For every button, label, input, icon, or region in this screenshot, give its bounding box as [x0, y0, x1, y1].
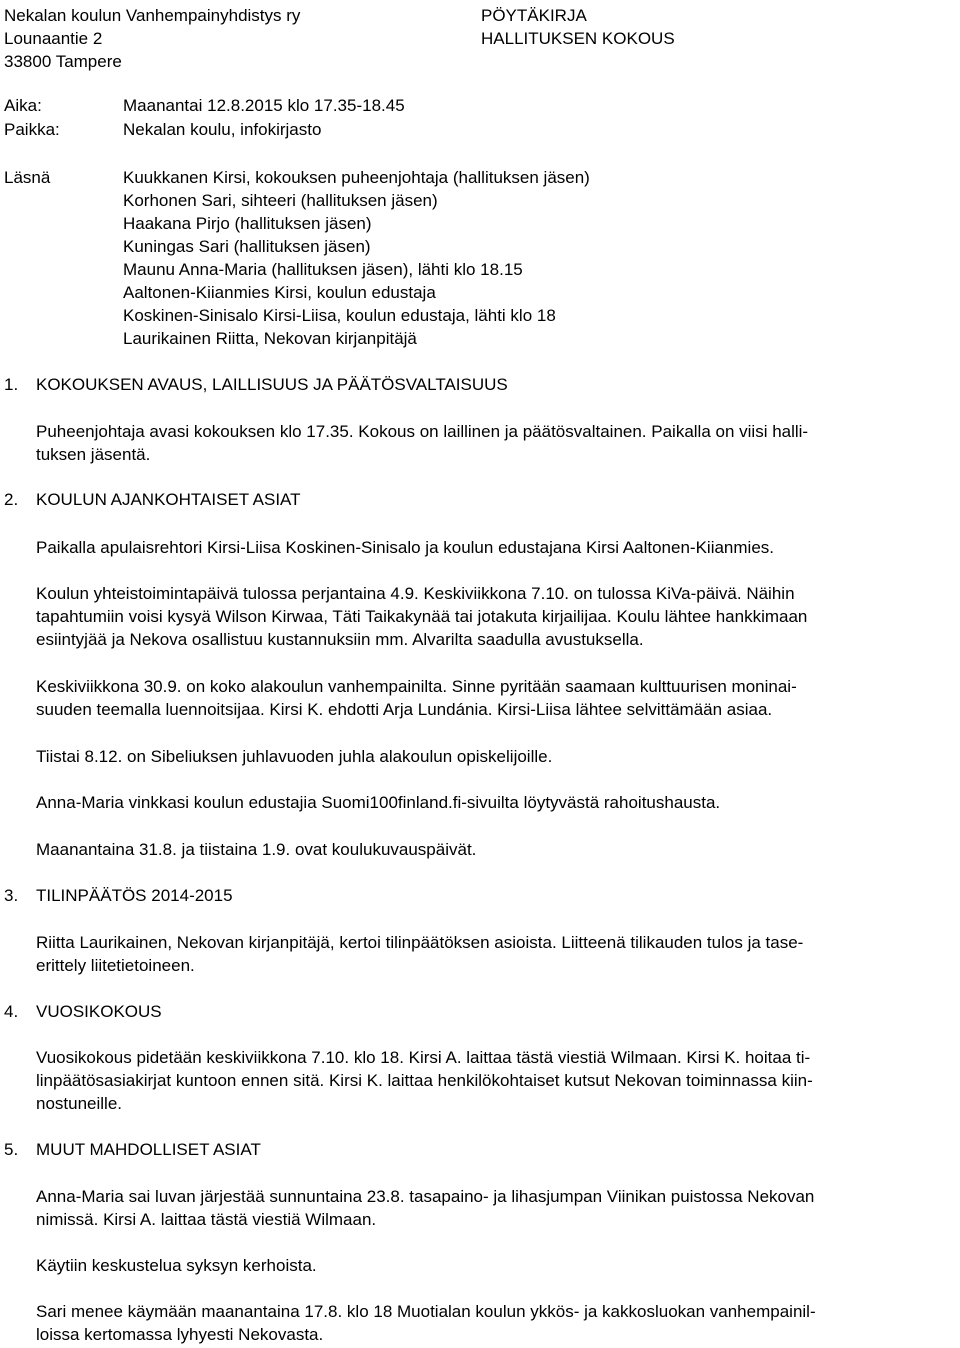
lasna-label: Läsnä: [4, 168, 51, 187]
paragraph-line: Paikalla apulaisrehtori Kirsi-Liisa Koskinen-Sinisalo ja koulun edustajana Kirsi Aaltonen-Kiianmies.: [36, 538, 774, 557]
paragraph-line: Tiistai 8.12. on Sibeliuksen juhlavuoden juhla alakoulun opiskelijoille.: [36, 747, 553, 766]
paragraph-line: Vuosikokous pidetään keskiviikkona 7.10. klo 18. Kirsi A. laittaa tästä viestiä Wilmaan. Kirsi K. hoitaa ti-: [36, 1048, 811, 1067]
org-postal: 33800 Tampere: [4, 52, 122, 71]
attendee: Kuningas Sari (hallituksen jäsen): [123, 237, 371, 256]
doc-subtype: HALLITUKSEN KOKOUS: [481, 29, 675, 48]
org-address: Lounaantie 2: [4, 29, 103, 48]
attendee: Laurikainen Riitta, Nekovan kirjanpitäjä: [123, 329, 417, 348]
paragraph-line: Anna-Maria vinkkasi koulun edustajia Suomi100finland.fi-sivuilta löytyvästä rahoitushausta.: [36, 793, 721, 812]
attendee: Aaltonen-Kiianmies Kirsi, koulun edustaja: [123, 283, 436, 302]
paragraph-line: loissa kertomassa lyhyesti Nekovasta.: [36, 1325, 324, 1344]
org-name: Nekalan koulun Vanhempainyhdistys ry: [4, 6, 301, 25]
paragraph-line: Koulun yhteistoimintapäivä tulossa perjantaina 4.9. Keskiviikkona 7.10. on tulossa KiVa-päivä. Näihin: [36, 584, 795, 603]
section-number: 4.: [4, 1002, 19, 1021]
section-number: 3.: [4, 886, 19, 905]
paragraph-line: tapahtumiin voisi kysyä Wilson Kirwaa, Täti Taikakynää tai jotakuta kirjailijaa. Koulu lähtee hankkimaan: [36, 607, 808, 626]
paragraph-line: Maanantaina 31.8. ja tiistaina 1.9. ovat koulukuvauspäivät.: [36, 840, 477, 859]
paragraph-line: linpäätösasiakirjat kuntoon ennen sitä. Kirsi K. laittaa henkilökohtaiset kutsut Nekovan toiminnassa kiin-: [36, 1071, 813, 1090]
attendee: Haakana Pirjo (hallituksen jäsen): [123, 214, 372, 233]
section-title: TILINPÄÄTÖS 2014-2015: [36, 886, 233, 905]
paragraph-line: nimissä. Kirsi A. laittaa tästä viestiä Wilmaan.: [36, 1210, 377, 1229]
paragraph-line: Riitta Laurikainen, Nekovan kirjanpitäjä, kertoi tilinpäätöksen asioista. Liitteenä tilikauden tulos ja tase-: [36, 933, 804, 952]
paragraph-line: esiintyjää ja Nekova osallistuu kustannuksiin mm. Alvarilta saadulla avustuksella.: [36, 630, 644, 649]
attendee: Koskinen-Sinisalo Kirsi-Liisa, koulun edustaja, lähti klo 18: [123, 306, 556, 325]
paragraph-line: Käytiin keskustelua syksyn kerhoista.: [36, 1256, 317, 1275]
paikka-label: Paikka:: [4, 120, 60, 139]
paragraph-line: nostuneille.: [36, 1094, 123, 1113]
section-title: KOULUN AJANKOHTAISET ASIAT: [36, 490, 301, 509]
paikka-value: Nekalan koulu, infokirjasto: [123, 120, 322, 139]
paragraph-line: Keskiviikkona 30.9. on koko alakoulun vanhempainilta. Sinne pyritään saamaan kulttuurisen moninai-: [36, 677, 797, 696]
section-title: MUUT MAHDOLLISET ASIAT: [36, 1140, 261, 1159]
paragraph-line: Sari menee käymään maanantaina 17.8. klo 18 Muotialan koulun ykkös- ja kakkosluokan vanhempainil-: [36, 1302, 816, 1321]
section-number: 2.: [4, 490, 19, 509]
paragraph-line: tuksen jäsentä.: [36, 445, 151, 464]
section-title: KOKOUKSEN AVAUS, LAILLISUUS JA PÄÄTÖSVALTAISUUS: [36, 375, 508, 394]
paragraph-line: suuden teemalla luennoitsijaa. Kirsi K. ehdotti Arja Lundánia. Kirsi-Liisa lähtee selvittämään asiaa.: [36, 700, 773, 719]
aika-value: Maanantai 12.8.2015 klo 17.35-18.45: [123, 96, 405, 115]
section-number: 1.: [4, 375, 19, 394]
aika-label: Aika:: [4, 96, 42, 115]
attendee: Korhonen Sari, sihteeri (hallituksen jäsen): [123, 191, 438, 210]
paragraph-line: erittely liitetietoineen.: [36, 956, 195, 975]
attendee: Kuukkanen Kirsi, kokouksen puheenjohtaja (hallituksen jäsen): [123, 168, 590, 187]
doc-type: PÖYTÄKIRJA: [481, 6, 587, 25]
paragraph-line: Anna-Maria sai luvan järjestää sunnuntaina 23.8. tasapaino- ja lihasjumpan Viinikan puistossa Nekovan: [36, 1187, 815, 1206]
section-number: 5.: [4, 1140, 19, 1159]
paragraph-line: Puheenjohtaja avasi kokouksen klo 17.35. Kokous on laillinen ja päätösvaltainen. Paikalla on viisi halli-: [36, 422, 809, 441]
section-title: VUOSIKOKOUS: [36, 1002, 162, 1021]
attendee: Maunu Anna-Maria (hallituksen jäsen), lähti klo 18.15: [123, 260, 523, 279]
